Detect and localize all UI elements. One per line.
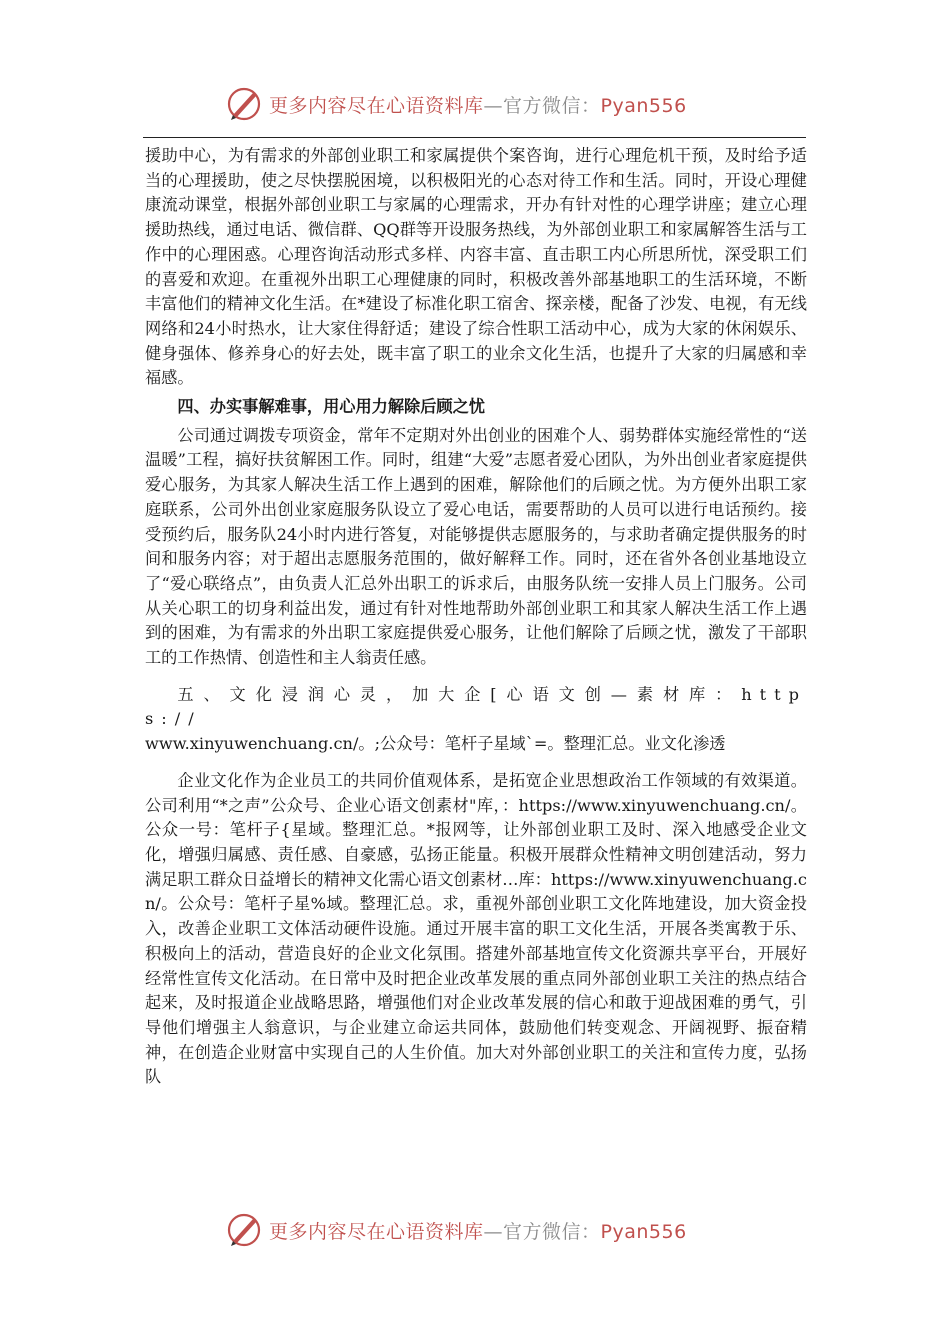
header-banner-text: 更多内容尽在心语资料库—官方微信：Pyan556 — [269, 94, 687, 117]
footer-banner — [225, 1210, 745, 1250]
footer-banner-text: 更多内容尽在心语资料库—官方微信：Pyan556 — [269, 1220, 687, 1243]
pen-logo-icon — [225, 85, 263, 123]
section-heading-4: 四、办实事解难事，用心用力解除后顾之忧 — [177, 397, 485, 417]
section-heading-5-line1: 五、文化浸润心灵，加大企[心语文创—素材库：https:// — [145, 684, 807, 729]
document-body — [145, 144, 807, 1090]
section-heading-5-line2: www.xinyuwenchuang.cn/。;公众号：笔杆子星域`=。整理汇总。业文化渗透 — [145, 734, 726, 754]
header-divider — [143, 137, 806, 138]
paragraph-section-4: 公司通过调拨专项资金，常年不定期对外出创业的困难个人、弱势群体实施经常性的“送温暖”工程，搞好扶贫解困工作。同时，组建“大爱”志愿者爱心团队，为外出创业者家庭提供爱心服务，为其家人解决生活工作上遇到的困难，解除他们的后顾之忧。为方便外出职工家庭联系，公司外出创业家庭服务队设立了爱心电话，需要帮助的人员可以进行电话预约。接受预约后，服务队24小时内进行答复，对能够提供志愿服务的，与求助者确定提供服务的时间和服务内容；对于超出志愿服务范围的，做好解释工作。同时，还在省外各创业基地设立了“爱心联络点”，由负责人汇总外出职工的诉求后，由服务队统一安排人员上门服务。公司从关心职工的切身利益出发，通过有针对性地帮助外部创业职工和其家人解决生活工作上遇到的困难，为有需求的外出职工家庭提供爱心服务，让他们解除了后顾之忧，激发了干部职工的工作热情、创造性和主人翁责任感。 — [145, 425, 807, 668]
header-banner — [225, 84, 745, 124]
paragraph-continued: 援助中心，为有需求的外部创业职工和家属提供个案咨询，进行心理危机干预，及时给予适当的心理援助，使之尽快摆脱困境，以积极阳光的心态对待工作和生活。同时，开设心理健康流动课堂，根据外部创业职工与家属的心理需求，开办有针对性的心理学讲座；建立心理援助热线，通过电话、微信群、QQ群等开设服务热线，为外部创业职工和家属解答生活与工作中的心理困惑。心理咨询活动形式多样、内容丰富、直击职工内心所思所忧，深受职工们的喜爱和欢迎。在重视外出职工心理健康的同时，积极改善外部基地职工的生活环境，不断丰富他们的精神文化生活。在*建设了标准化职工宿舍、探亲楼，配备了沙发、电视，有无线网络和24小时热水，让大家住得舒适；建设了综合性职工活动中心，成为大家的休闲娱乐、健身强体、修养身心的好去处，既丰富了职工的业余文化生活，也提升了大家的归属感和幸福感。 — [145, 146, 807, 388]
pen-logo-icon — [225, 1211, 263, 1249]
paragraph-section-5: 企业文化作为企业员工的共同价值观体系，是拓宽企业思想政治工作领域的有效渠道。公司利用“*之声”公众号、企业心语文创素材"库，：https://www.xinyuwenchuang.cn/。公众一号：笔杆子{星域。整理汇总。*报网等，让外部创业职工及时、深入地感受企业文化，增强归属感、责任感、自豪感，弘扬正能量。积极开展群众性精神文明创建活动，努力满足职工群众日益增长的精神文化需心语文创素材…库：https://www.xinyuwenchuang.cn/。公众号：笔杆子星%域。整理汇总。求，重视外部创业职工文化阵地建设，加大资金投入，改善企业职工文体活动硬件设施。通过开展丰富的职工文化生活，开展各类寓教于乐、积极向上的活动，营造良好的企业文化氛围。搭建外部基地宣传文化资源共享平台，开展好经常性宣传文化活动。在日常中及时把企业改革发展的重点同外部创业职工关注的热点结合起来，及时报道企业战略思路，增强他们对企业改革发展的信心和敢于迎战困难的勇气，引导他们增强主人翁意识，与企业建立命运共同体，鼓励他们转变观念、开阔视野、振奋精神，在创造企业财富中实现自己的人生价值。加大对外部创业职工的关注和宣传力度，弘扬队 — [145, 770, 807, 1087]
